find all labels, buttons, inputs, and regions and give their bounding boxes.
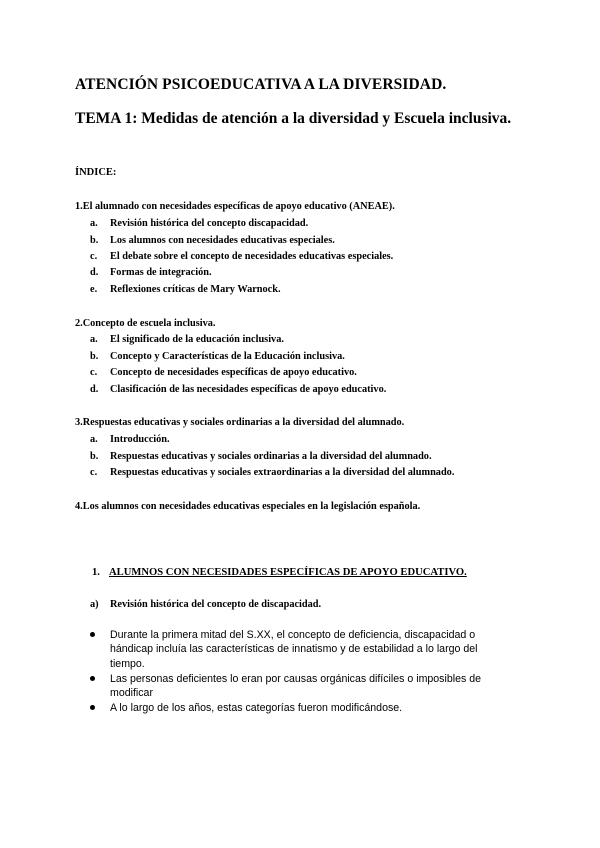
index-section-1: 1.El alumnado con necesidades específicas de apoyo educativo (ANEAE).	[75, 201, 395, 212]
index-item	[90, 434, 170, 445]
index-item	[90, 267, 212, 278]
index-item-text: Concepto y Características de la Educación inclusiva.	[110, 351, 345, 362]
section-1-heading	[92, 567, 467, 578]
index-item-text: El debate sobre el concepto de necesidades educativas especiales.	[110, 251, 394, 262]
index-item	[90, 218, 308, 229]
document-title: ATENCIÓN PSICOEDUCATIVA A LA DIVERSIDAD.	[75, 76, 447, 93]
index-item-marker: a.	[90, 434, 98, 445]
index-item	[90, 235, 335, 246]
index-item	[90, 384, 386, 395]
subsection-marker: a)	[90, 599, 99, 610]
index-item-marker: b.	[90, 451, 99, 462]
index-item-marker: c.	[90, 251, 98, 262]
subsection-a-heading	[90, 599, 321, 610]
list-item	[90, 672, 510, 701]
index-item-marker: d.	[90, 384, 99, 395]
index-item	[90, 367, 357, 378]
index-item-text: Reflexiones críticas de Mary Warnock.	[110, 284, 281, 295]
index-item-marker: d.	[90, 267, 99, 278]
bullet-text: A lo largo de los años, estas categorías fueron modificándose.	[110, 702, 403, 715]
subsection-title: Revisión histórica del concepto de discapacidad.	[110, 599, 322, 610]
index-item	[90, 467, 454, 478]
section-title: ALUMNOS CON NECESIDADES ESPECÍFICAS DE APOYO EDUCATIVO.	[109, 567, 467, 578]
index-item-text: El significado de la educación inclusiva.	[110, 334, 284, 345]
index-section-3: 3.Respuestas educativas y sociales ordinarias a la diversidad del alumnado.	[75, 417, 405, 428]
index-item-marker: a.	[90, 334, 98, 345]
document-subtitle: TEMA 1: Medidas de atención a la diversidad y Escuela inclusiva.	[75, 110, 512, 127]
index-heading: ÍNDICE:	[75, 167, 117, 178]
index-item-marker: a.	[90, 218, 98, 229]
index-item-text: Formas de integración.	[110, 267, 212, 278]
list-item	[90, 701, 510, 715]
bullet-text: Las personas deficientes lo eran por causas orgánicas difíciles o imposibles de modificar	[110, 672, 481, 700]
index-section-2: 2.Concepto de escuela inclusiva.	[75, 318, 216, 329]
index-item-marker: c.	[90, 367, 98, 378]
index-item-text: Revisión histórica del concepto discapacidad.	[110, 218, 309, 229]
bullet-text: Durante la primera mitad del S.XX, el concepto de deficiencia, discapacidad o hándicap incluía las características de innatismo y de estabilidad a lo largo del tiempo.	[110, 629, 478, 670]
index-item	[90, 451, 432, 462]
index-item-text: Respuestas educativas y sociales extraordinarias a la diversidad del alumnado.	[110, 467, 455, 478]
index-item	[90, 334, 284, 345]
index-item-marker: e.	[90, 284, 98, 295]
index-item	[90, 351, 345, 362]
index-item-marker: b.	[90, 235, 99, 246]
index-item-text: Los alumnos con necesidades educativas especiales.	[110, 235, 335, 246]
index-item-marker: b.	[90, 351, 99, 362]
bullet-icon	[90, 632, 95, 637]
index-item-marker: c.	[90, 467, 98, 478]
bullet-icon	[90, 705, 95, 710]
index-item	[90, 284, 281, 295]
index-item-text: Concepto de necesidades específicas de apoyo educativo.	[110, 367, 357, 378]
section-number: 1.	[92, 567, 100, 578]
index-item-text: Respuestas educativas y sociales ordinarias a la diversidad del alumnado.	[110, 451, 432, 462]
index-section-4: 4.Los alumnos con necesidades educativas especiales en la legislación española.	[75, 501, 421, 512]
list-item	[90, 628, 510, 671]
bullet-icon	[90, 676, 95, 681]
index-item-text: Introducción.	[110, 434, 170, 445]
index-item	[90, 251, 393, 262]
index-item-text: Clasificación de las necesidades específicas de apoyo educativo.	[110, 384, 387, 395]
bullet-list	[90, 628, 510, 717]
